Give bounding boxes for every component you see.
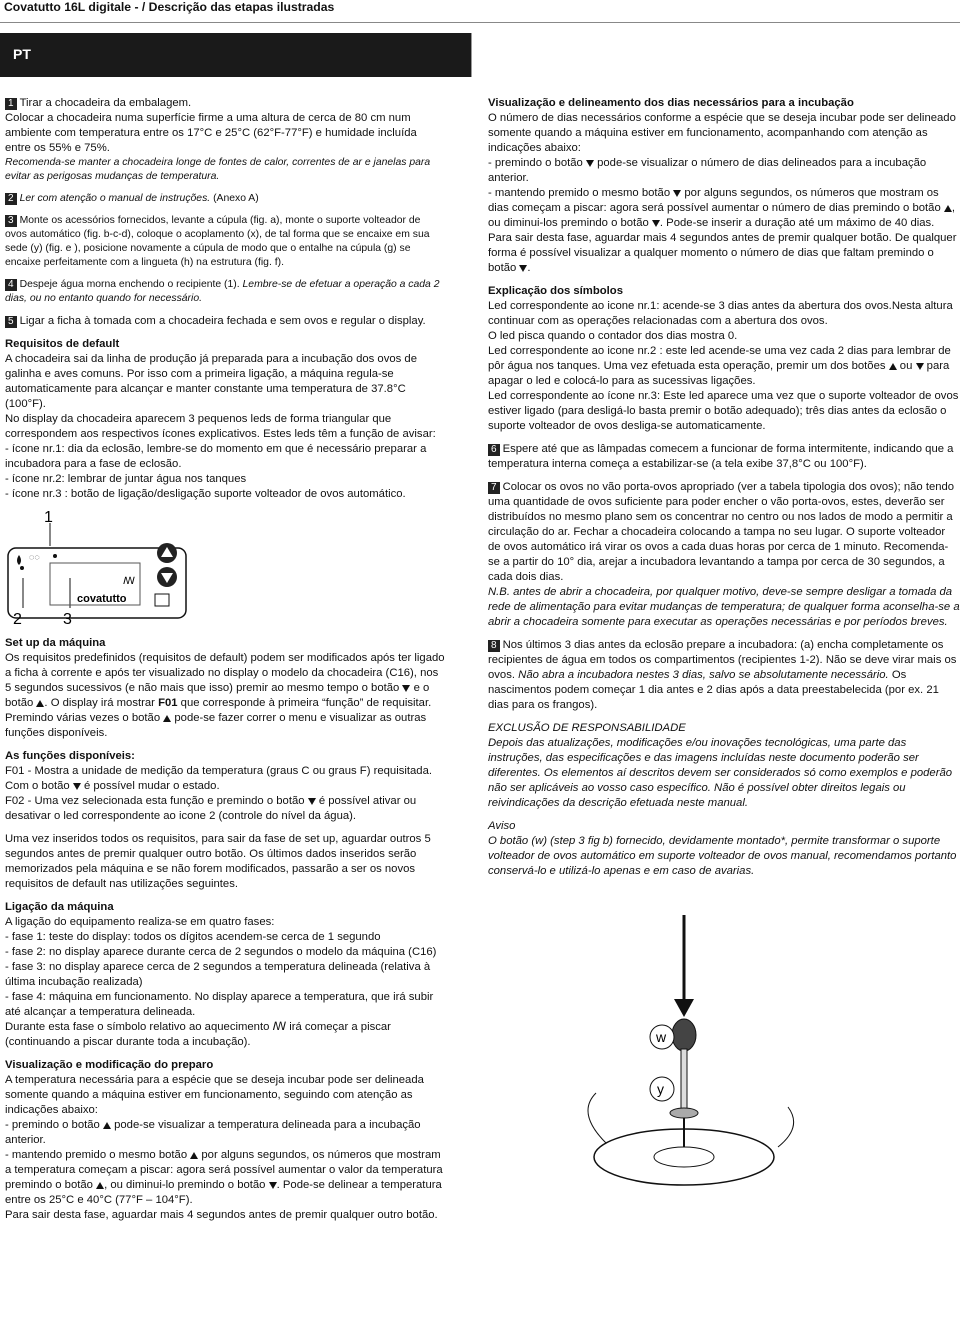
header-rule (0, 22, 960, 23)
requisitos-text: A chocadeira sai da linha de produção já preparada para a incubação dos ovos de galinha e aves comuns. Por isso com a primeira ligação, a máquina regula-se automaticamente para alcançar e manter constante uma temperatura de 37.8°C (100°F). (5, 353, 417, 410)
ligacao-title: Ligação da máquina (5, 901, 114, 913)
step-number: 6 (488, 444, 500, 456)
ligacao-line-2: - fase 1: teste do display: todos os dígitos acendem-se cerca de 1 segundo (5, 931, 381, 943)
requisitos-item-1: - ícone nr.1: dia da eclosão, lembre-se do momento em que é necessário preparar a incubadora para a fase de eclosão. (5, 443, 427, 470)
step-1: 1 Tirar a chocadeira da embalagem. (5, 96, 445, 111)
down-arrow-icon (402, 685, 410, 692)
arrow-head (674, 999, 694, 1017)
dias-line-4: Para sair desta fase, aguardar mais 4 segundos antes de premir qualquer botão. De qualquer forma é possível visualizar a qualquer momento o número de dias que faltam premindo o botão . (488, 232, 957, 274)
step-number: 5 (5, 316, 17, 328)
visualizacao-line-1: A temperatura necessária para a espécie que se deseja incubar pode ser delineada somente quando a máquina estiver em funcionamento, seguindo com atenção as indicações abaixo: (5, 1074, 424, 1116)
function-f01: F01 - Mostra a unidade de medição da temperatura (graus C ou graus F) requisitada. Com o botão é possível mudar o estado. (5, 765, 432, 792)
coupling (670, 1108, 698, 1118)
callout-2: 2 (13, 611, 22, 628)
down-arrow-icon (652, 220, 660, 227)
shaft (681, 1049, 687, 1109)
ligacao-line-6: Durante esta fase o símbolo relativo ao aquecimento ꟿ irá começar a piscar (continuando a piscar durante toda a incubação). (5, 1021, 391, 1048)
label-w: w (656, 1029, 667, 1045)
step-number: 8 (488, 640, 500, 652)
step-number: 3 (5, 215, 17, 227)
turner-hub (654, 1147, 714, 1167)
step-7: 7 Colocar os ovos no vão porta-ovos apropriado (ver a tabela tipologia dos ovos); não tendo uma quantidade de ovos suficiente para poder encher o vão porta-ovos, estes, deverão ser distribuídos no mesmo plano sem os concentrar no centro ou nos lados de modo a permitir a circulação do ar. Fechar a chocadeira colocando a tampa no seu lugar. O suporte volteador de ovos automático irá virar os ovos a cada duas horas por cerca de 1 minuto. Recomenda-se a partir do 10° dia, arejar a incubadora levantando a tampa por cerca de 30 segundos, a cada dois dias. (488, 481, 955, 583)
up-arrow-icon (190, 1152, 198, 1159)
knob-w (672, 1019, 696, 1051)
simbolos-line-1: Led correspondente ao icone nr.1: acende-se 3 dias antes da abertura dos ovos.Nesta altura continuar com as operações relacionadas com a abertura dos ovos. (488, 300, 953, 327)
visualizacao-line-3: - mantendo premido o mesmo botão por alguns segundos, os números que mostram a temperatura começam a piscar: agora será possível aumentar o valor da temperatura premindo o botão , ou diminui-lo premindo o botão . Pode-se delinear a temperatura entre os 25°C e 40°C (77°F – 104°F). (5, 1149, 443, 1206)
left-column (5, 96, 445, 1223)
requisitos-title: Requisitos de default (5, 338, 120, 350)
up-arrow-icon (103, 1122, 111, 1129)
step-number: 7 (488, 482, 500, 494)
dias-title: Visualização e delineamento dos dias necessários para a incubação (488, 97, 854, 109)
down-arrow-icon (269, 1182, 277, 1189)
control-panel-diagram (5, 508, 445, 628)
water-drop-icon (17, 555, 21, 565)
step-number: 2 (5, 193, 17, 205)
ligacao-line-1: A ligação do equipamento realiza-se em quatro fases: (5, 916, 275, 928)
requisitos-item-2: - ícone nr.2: lembrar de juntar água nos tanques (5, 473, 247, 485)
down-arrow-icon (673, 190, 681, 197)
turner-icon (155, 594, 169, 606)
step-6: 6 Espere até que as lâmpadas comecem a funcionar de forma intermitente, indicando que a temperatura interna começa a estabilizar-se (a tela exibe 37,8°C ou 100°F). (488, 443, 954, 470)
callout-3: 3 (63, 611, 72, 628)
dias-line-1: O número de dias necessários conforme a espécie que se deseja incubar pode ser delineado somente quando a máquina estiver em funcionamento, acompanhando com atenção as indicações abaixo: (488, 112, 956, 154)
requisitos-item-3: - ícone nr.3 : botão de ligação/desligação suporte volteador de ovos automático. (5, 488, 406, 500)
led-1 (53, 554, 57, 558)
step-3: 3 Monte os acessórios fornecidos, levante a cúpula (fig. a), monte o suporte volteador de ovos automático (fig. b-c-d), coloque o acoplamento (x), de tal forma que se encaixe em sua sede (y) (fig. e ), posicione novamente a cúpula de modo que o entalhe na cúpula (g) se encaixe perfeitamente com a lingueta (h) na estrutura (fig. f). (5, 215, 430, 268)
down-arrow-icon (308, 798, 316, 805)
down-arrow-icon (73, 783, 81, 790)
heating-icon: ꟿ (272, 1021, 287, 1033)
ligacao-line-4: - fase 3: no display aparece cerca de 2 segundos a temperatura delineada (relativa à última incubação realizada) (5, 961, 431, 988)
up-arrow-icon (163, 715, 171, 722)
control-panel-illustration (5, 508, 445, 628)
up-arrow-icon (944, 205, 952, 212)
setup-text: Os requisitos predefinidos (requisitos de default) podem ser modificados após ter ligado a ficha à corrente e após ter visualizado no display o modelo da chocadeira (C16), nos 5 segundos sucessivos (e não mais que isso) premir ao mesmo tempo o botão e o botão . O display irá mostrar F01 que corresponde à primeira “função” de requisitar. Premindo várias vezes o botão pode-se fazer correr o menu e visualizar as outras funções disponíveis. (5, 652, 445, 739)
after-requisitos: Uma vez inseridos todos os requisitos, para sair da fase de set up, aguardar outros 5 segundos antes de premir qualquer outro botão. Os últimos dados inseridos serão memorizados pela máquina e se não forem modificados, passarão a ser os novos requisitos de default nas utilizações seguintes. (5, 833, 431, 890)
visualizacao-title: Visualização e modificação do preparo (5, 1059, 214, 1071)
simbolos-line-4: Led correspondente ao ícone nr.3: Este led aparece uma vez que o suporte volteador de ovos estiver ligado (para desligá-lo basta premir o botão adequado); três dias antes da eclosão o suporte volteador de ovos desliga-se automaticamente. (488, 390, 959, 432)
aviso-text: O botão (w) (step 3 fig b) fornecido, devidamente montado*, permite transformar o suporte volteador de ovos automático em suporte volteador de ovos manual, recomendamos portanto conservá-lo e utilizá-lo apenas e em caso de avarias. (488, 835, 957, 877)
step-8: 8 Nos últimos 3 dias antes da eclosão prepare a incubadora: (a) encha completamente os recipientes de água em todos os compartimentos (recipientes 1-2). Não se deve virar mais os ovos. Não abra a incubadora nestes 3 dias, salvo se absolutamente necessário. Os nascimentos podem começar 1 dia antes e 2 dias após a data preestabelecida (por ex. 21 dias para os frangos). (488, 639, 957, 711)
up-arrow-icon (96, 1182, 104, 1189)
step-number: 4 (5, 279, 17, 291)
step-4: 4 Despeje água morna enchendo o recipiente (1). Lembre-se de efetuar a operação a cada 2 dias, ou no entanto quando for necessário. (5, 279, 440, 304)
disclaimer-text: Depois das atualizações, modificações e/ou inovações tecnológicas, uma parte das instruções, das especificações e das imagens incluídas neste documento poderão ser diferentes. Os elementos aí descritos devem ser considerados só como exemplos e poderão não ser aplicáveis ao vosso caso específico. Não é possível obter direitos legais ou reivindicações da descrição efetuada neste manual. (488, 737, 953, 809)
label-y: y (657, 1081, 664, 1097)
down-arrow-icon (916, 363, 924, 370)
step-5: 5 Ligar a ficha à tomada com a chocadeira fechada e sem ovos e regular o display. (5, 314, 445, 329)
right-column (488, 96, 960, 1207)
dias-line-2: - premindo o botão pode-se visualizar o número de dias delineados para a incubação anterior. (488, 157, 927, 184)
language-banner (0, 33, 471, 77)
visualizacao-line-2: - premindo o botão pode-se visualizar a temperatura delineada para a incubação anterior. (5, 1119, 421, 1146)
turner-knob-illustration (488, 907, 960, 1207)
banner-divider (471, 33, 472, 77)
simbolos-line-3: Led correspondente ao icone nr.2 : este led acende-se uma vez cada 2 dias para lembrar de pôr água nos tanques. Uma vez efetuada esta operação, premir um dos botões ou para apagar o led e colocá-lo para as sucessivas ligações. (488, 345, 951, 387)
step-2: 2 Ler com atenção o manual de instruções. (Anexo A) (5, 192, 445, 206)
step-1-note: Recomenda-se manter a chocadeira longe de fontes de calor, correntes de ar e janelas para evitar as perigosas mudanças de temperatura. (5, 157, 431, 182)
brand-logo: covatutto (77, 593, 127, 605)
visualizacao-line-4: Para sair desta fase, aguardar mais 4 segundos antes de premir qualquer outro botão. (5, 1209, 438, 1221)
document-header-title: Covatutto 16L digitale - / Descrição das etapas ilustradas (4, 0, 335, 14)
function-f02: F02 - Uma vez selecionada esta função e premindo o botão é possível ativar ou desativar o led correspondente ao icone 2 (controle do nível da água). (5, 795, 417, 822)
step-7-note: N.B. antes de abrir a chocadeira, por qualquer motivo, deve-se sempre desligar a tomada da rede de alimentação para evitar mudanças de temperatura; de qualquer forma aconselha-se a abrir a chocadeira somente para executar as operações necessárias e por períodos breves. (488, 586, 960, 628)
aviso-title: Aviso (488, 820, 516, 832)
simbolos-title: Explicação dos símbolos (488, 285, 623, 297)
up-arrow-icon (889, 363, 897, 370)
requisitos-text-2: No display da chocadeira aparecem 3 pequenos leds de forma triangular que correspondem aos respectivos ícones explicativos. Estes leds têm a função de avisar: (5, 413, 436, 440)
turner-arms (588, 1093, 794, 1147)
language-code: PT (13, 46, 31, 62)
step-number: 1 (5, 98, 17, 110)
callout-1: 1 (44, 509, 53, 526)
ligacao-line-3: - fase 2: no display aparece durante cerca de 2 segundos o modelo da máquina (C16) (5, 946, 437, 958)
setup-title: Set up da máquina (5, 637, 106, 649)
egg-icon: ◌◌ (29, 552, 40, 562)
dias-line-3: - mantendo premido o mesmo botão por alguns segundos, os números que mostram os dias começam a piscar: agora será possível aumentar o número de dias premindo o botão , ou diminui-los premindo o botão . Pode-se inserir a duração até um máximo de 40 dias. (488, 187, 956, 229)
heating-icon: ꟿ (123, 576, 135, 587)
functions-title: As funções disponíveis: (5, 750, 135, 762)
simbolos-line-2: O led pisca quando o contador dos dias mostra 0. (488, 330, 738, 342)
disclaimer-title: EXCLUSÃO DE RESPONSABILIDADE (488, 722, 686, 734)
down-arrow-icon (586, 160, 594, 167)
ligacao-line-5: - fase 4: máquina em funcionamento. No display aparece a temperatura, que irá subir até alcançar a temperatura delineada. (5, 991, 434, 1018)
led-2 (20, 566, 24, 570)
turner-knob-figure (488, 907, 960, 1207)
step-1-text: Colocar a chocadeira numa superfície firme a uma altura de cerca de 80 cm num ambiente com temperatura entre os 17°C e 25°C (62°F-77°F) e humidade incluída entre os 55% e 75%. (5, 112, 417, 154)
